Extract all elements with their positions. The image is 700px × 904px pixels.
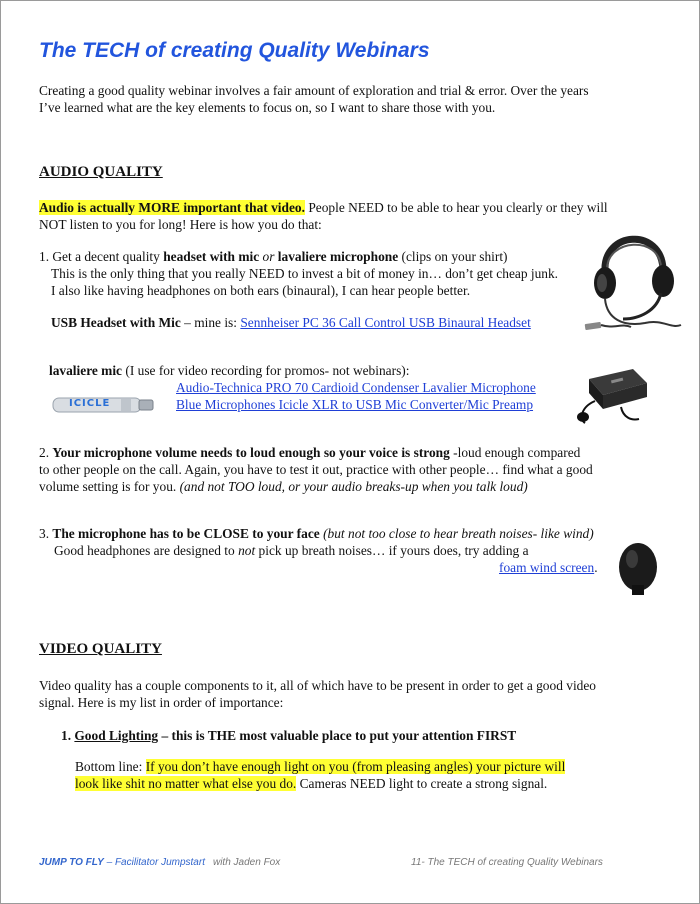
video-item-1 xyxy=(61,727,516,744)
foam-link-row xyxy=(499,559,598,576)
audio-item-1-line-1 xyxy=(39,248,508,265)
video-item-1-rest: – this is THE most valuable place to put your attention FIRST xyxy=(158,728,517,743)
blue-icicle-link[interactable]: Blue Microphones Icicle XLR to USB Mic Converter/Mic Preamp xyxy=(176,397,534,412)
item-2-line3-a: volume setting is for you. xyxy=(39,479,180,494)
bottom-line-label: Bottom line: xyxy=(75,759,146,774)
foam-wind-screen-link[interactable]: foam wind screen xyxy=(499,560,595,575)
footer-brand xyxy=(39,857,280,868)
audio-lead-rest: People NEED to be able to hear you clearly or they will xyxy=(304,200,608,215)
audio-item-3-line-2 xyxy=(54,542,529,559)
item-1-headset: headset with mic xyxy=(163,249,260,264)
usb-headset-line xyxy=(51,314,531,331)
page-title: The TECH of creating Quality Webinars xyxy=(39,39,430,62)
item-3-italic: (but not too close to hear breath noises- like wind) xyxy=(319,526,594,541)
bottom-line-highlight-2: look like shit no matter what else you do. xyxy=(75,776,297,791)
footer-brand-name: JUMP TO FLY xyxy=(39,857,104,868)
bottom-line-rest: Cameras NEED light to create a strong signal. xyxy=(296,776,548,791)
item-1-prefix: 1. Get a decent quality xyxy=(39,249,164,264)
footer-page-label: 11- The TECH of creating Quality Webinars xyxy=(411,857,603,868)
foam-link-period: . xyxy=(594,560,598,575)
lavaliere-note: (I use for video recording for promos- not webinars): xyxy=(122,363,410,378)
audio-item-2-line-3 xyxy=(39,478,528,495)
video-line-1: Video quality has a couple components to it, all of which have to be present in order to get a good video xyxy=(39,678,596,693)
video-line-2: signal. Here is my list in order of importance: xyxy=(39,695,284,710)
icicle-link-row xyxy=(176,396,533,413)
intro-line-1: Creating a good quality webinar involves a fair amount of exploration and trial & error. Over the years xyxy=(39,83,589,98)
footer-subtitle: – Facilitator Jumpstart xyxy=(103,857,205,868)
audio-technica-link-row xyxy=(176,379,536,396)
audio-lead-line-1 xyxy=(39,199,608,216)
bottom-line-highlight-1: If you don’t have enough light on you (from pleasing angles) your picture will xyxy=(145,759,566,774)
icicle-logo-text: ICICLE xyxy=(69,398,111,409)
usb-headset-label: USB Headset with Mic xyxy=(51,315,181,330)
item-1-lavaliere: lavaliere microphone xyxy=(277,249,399,264)
audio-lead-line-2: NOT listen to you for long! Here is how you do that: xyxy=(39,217,322,232)
footer-author: with Jaden Fox xyxy=(212,857,281,868)
item-3-line2-not: not xyxy=(238,543,256,558)
bottom-line-1 xyxy=(75,758,565,775)
video-heading: VIDEO QUALITY xyxy=(39,641,162,657)
item-2-bold: Your microphone volume needs to loud enough so your voice is strong xyxy=(52,445,450,460)
item-2-prefix: 2. xyxy=(39,445,53,460)
video-item-1-num: 1. xyxy=(61,728,75,743)
audio-technica-link[interactable]: Audio-Technica PRO 70 Cardioid Condenser Lavalier Microphone xyxy=(176,380,536,395)
bottom-line-2 xyxy=(75,775,547,792)
usb-headset-mid: – mine is: xyxy=(180,315,241,330)
audio-item-2-line-1 xyxy=(39,444,580,461)
item-3-line2-a: Good headphones are designed to xyxy=(54,543,239,558)
item-1-or: or xyxy=(259,249,278,264)
foam-windscreen-image xyxy=(615,541,661,599)
intro-line-2: I’ve learned what are the key elements to focus on, so I want to share those with you. xyxy=(39,100,496,115)
headset-image xyxy=(583,219,693,339)
audio-item-1-line-2: This is the only thing that you really NEED to invest a bit of money in… don’t get cheap junk. xyxy=(51,266,559,281)
sennheiser-headset-link[interactable]: Sennheiser PC 36 Call Control USB Binaural Headset xyxy=(240,315,531,330)
item-2-line3-b: (and not TOO loud, or your audio breaks-up when you talk loud) xyxy=(179,479,528,494)
item-2-rest: -loud enough compared xyxy=(449,445,581,460)
lavaliere-label: lavaliere mic xyxy=(49,363,123,378)
audio-item-2-line-2: to other people on the call. Again, you have to test it out, practice with other people… find what a good xyxy=(39,462,593,477)
item-3-line2-c: pick up breath noises… if yours does, try adding a xyxy=(255,543,529,558)
item-1-suffix: (clips on your shirt) xyxy=(398,249,508,264)
item-3-prefix: 3. xyxy=(39,526,53,541)
audio-item-1-line-3: I also like having headphones on both ears (binaural), I can hear people better. xyxy=(51,283,471,298)
audio-item-3-line-1 xyxy=(39,525,594,542)
lavalier-mic-image xyxy=(571,361,651,431)
lavaliere-line xyxy=(49,362,409,379)
video-item-1-lighting: Good Lighting xyxy=(74,728,159,743)
item-3-bold: The microphone has to be CLOSE to your face xyxy=(52,526,320,541)
audio-lead-highlight: Audio is actually MORE important that video. xyxy=(39,200,305,215)
audio-heading: AUDIO QUALITY xyxy=(39,164,163,180)
